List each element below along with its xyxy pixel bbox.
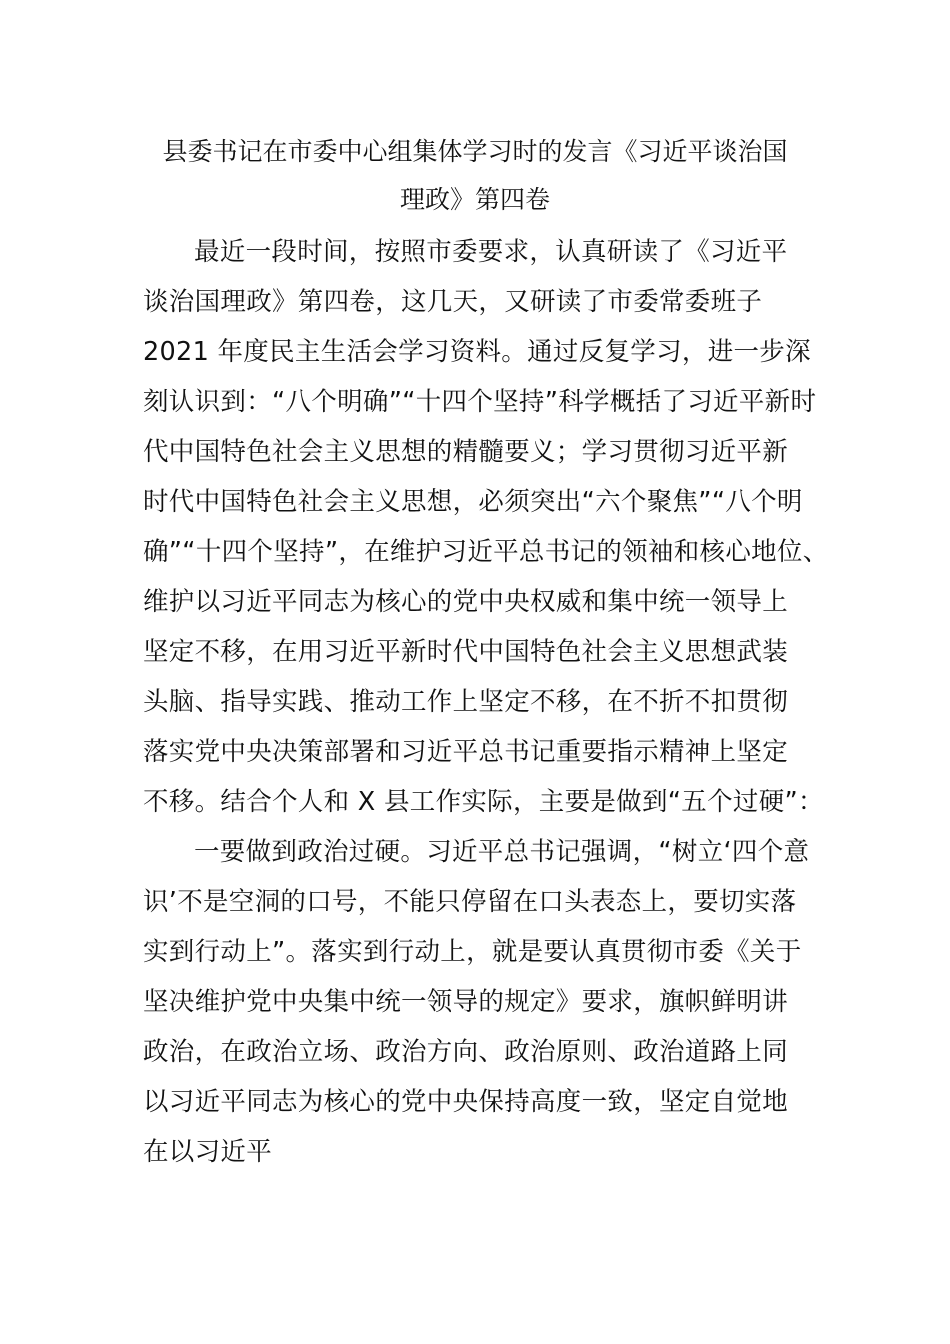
paragraph-1-line-9: 坚定不移，在用习近平新时代中国特色社会主义思想武装 (143, 637, 789, 667)
paragraph-1-line-3: 2021 年度民主生活会学习资料。通过反复学习，进一步深 (143, 337, 811, 367)
paragraph-1-line-4: 刻认识到：“八个明确”“十四个坚持”科学概括了习近平新时 (143, 387, 817, 417)
paragraph-1-line-6: 时代中国特色社会主义思想，必须突出“六个聚焦”“八个明 (143, 487, 803, 517)
paragraph-2-line-7: 在以习近平 (143, 1137, 273, 1167)
paragraph-2-line-1: 一要做到政治过硬。习近平总书记强调，“树立‘四个意 (194, 837, 810, 867)
paragraph-1-line-10: 头脑、指导实践、推动工作上坚定不移，在不折不扣贯彻 (143, 687, 789, 717)
paragraph-1-line-11: 落实党中央决策部署和习近平总书记重要指示精神上坚定 (143, 737, 789, 767)
paragraph-1-line-1: 最近一段时间，按照市委要求，认真研读了《习近平 (194, 237, 788, 267)
paragraph-2-line-2: 识’不是空洞的口号，不能只停留在口头表态上，要切实落 (143, 887, 797, 917)
paragraph-2-line-3: 实到行动上”。落实到行动上，就是要认真贯彻市委《关于 (143, 937, 802, 967)
paragraph-2-line-6: 以习近平同志为核心的党中央保持高度一致，坚定自觉地 (143, 1087, 789, 1117)
document-title-line-1: 县委书记在市委中心组集体学习时的发言《习近平谈治国 (162, 137, 788, 166)
paragraph-1-line-7: 确”“十四个坚持”，在维护习近平总书记的领袖和核心地位、 (143, 537, 829, 567)
paragraph-1-line-12: 不移。结合个人和 X 县工作实际，主要是做到“五个过硬”： (143, 787, 824, 817)
paragraph-1-line-2: 谈治国理政》第四卷，这几天，又研读了市委常委班子 (143, 287, 763, 317)
paragraph-2-line-5: 政治，在政治立场、政治方向、政治原则、政治道路上同 (143, 1037, 789, 1067)
paragraph-2-line-4: 坚决维护党中央集中统一领导的规定》要求，旗帜鲜明讲 (143, 987, 789, 1017)
document-title-line-2: 理政》第四卷 (399, 185, 550, 214)
paragraph-1-line-5: 代中国特色社会主义思想的精髓要义；学习贯彻习近平新 (143, 437, 789, 467)
paragraph-1-line-8: 维护以习近平同志为核心的党中央权威和集中统一领导上 (143, 587, 789, 617)
